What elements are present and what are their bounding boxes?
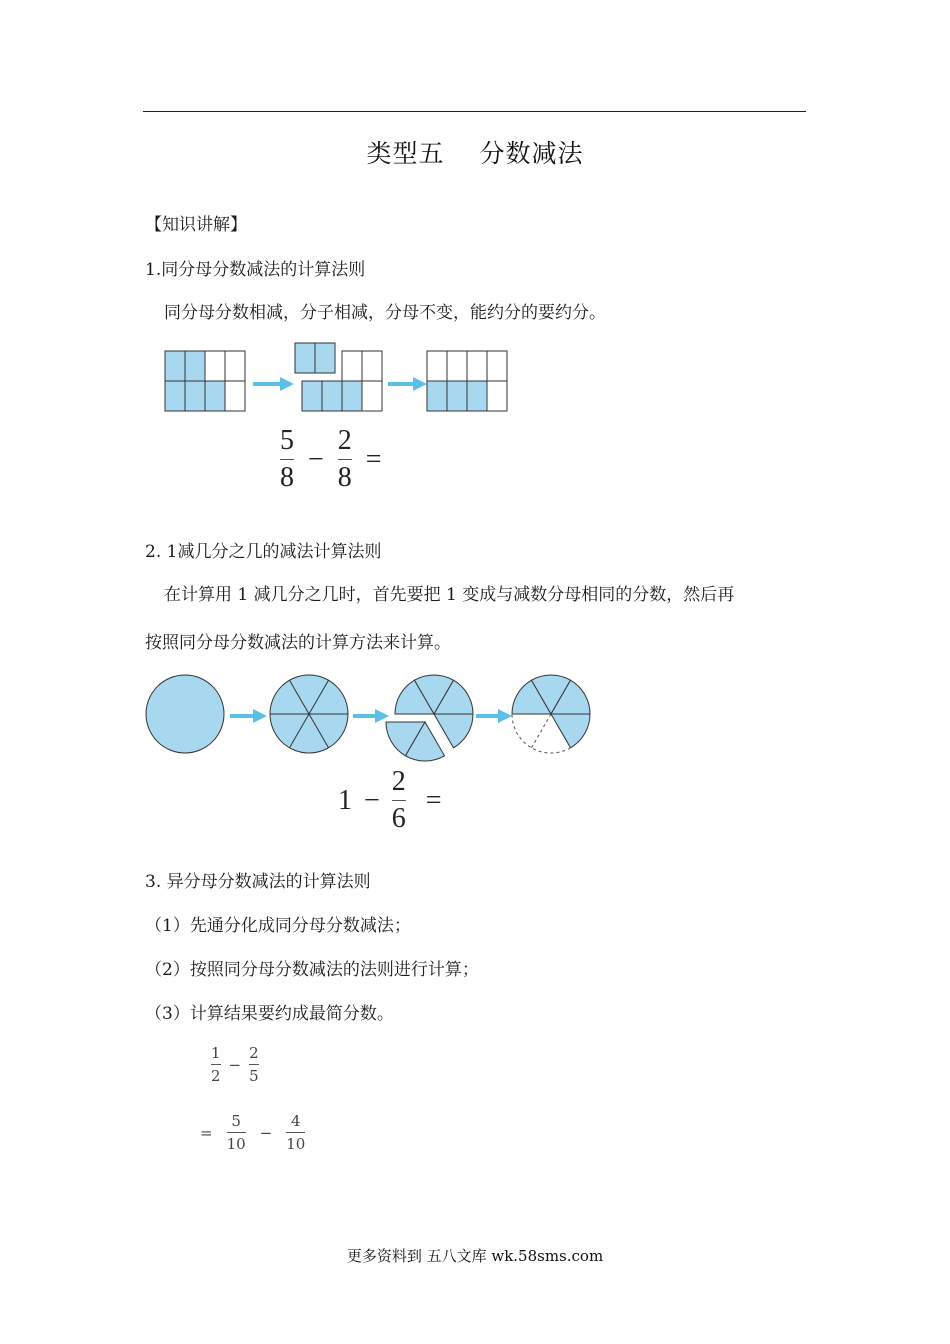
fraction-bar	[227, 1132, 246, 1133]
denominator: 2	[211, 1067, 221, 1085]
rect-removal-step	[295, 343, 382, 411]
top-rule	[143, 111, 806, 112]
example-line2	[200, 1112, 305, 1153]
fraction	[227, 1112, 246, 1153]
circle-four-sixths	[512, 675, 590, 753]
numerator: 5	[231, 1112, 241, 1130]
fraction	[286, 1112, 305, 1153]
fraction-bar	[286, 1132, 305, 1133]
section2-rule-line2: 按照同分母分数减法的计算方法来计算。	[145, 633, 451, 653]
denominator: 10	[286, 1135, 306, 1153]
numerator: 5	[280, 425, 294, 456]
whole-number: 1	[338, 784, 352, 816]
denominator: 6	[391, 803, 406, 834]
arrow-icon	[230, 709, 267, 723]
section1-heading: 1.同分母分数减法的计算法则	[145, 260, 366, 280]
fraction-bar	[211, 1064, 221, 1065]
section2-rule-line1: 在计算用 1 减几分之几时，首先要把 1 变成与减数分母相同的分数，然后再	[164, 585, 735, 605]
minus-sign: −	[364, 784, 380, 816]
circle-removal-step	[386, 675, 473, 761]
fraction-bar	[392, 800, 406, 801]
fraction-bar	[338, 459, 352, 460]
rect-three-eighths	[427, 351, 507, 411]
minus-sign: −	[308, 443, 324, 475]
arrow-icon	[476, 709, 512, 723]
section2-heading: 2. 1减几分之几的减法计算法则	[145, 542, 382, 562]
section1-rule: 同分母分数相减，分子相减，分母不变，能约分的要约分。	[164, 303, 606, 323]
equals-sign: =	[200, 1123, 213, 1142]
arrow-icon	[353, 709, 389, 723]
whole-circle	[146, 675, 224, 753]
circle-fraction-diagram	[140, 668, 600, 768]
denominator: 10	[226, 1135, 246, 1153]
denominator: 5	[249, 1067, 259, 1085]
numerator: 1	[211, 1044, 221, 1062]
numerator: 2	[249, 1044, 259, 1062]
numerator: 2	[391, 766, 406, 797]
equals-sign: =	[425, 784, 442, 816]
fraction	[249, 1044, 259, 1085]
numerator: 4	[291, 1112, 301, 1130]
example-line1	[211, 1044, 259, 1085]
denominator: 8	[280, 462, 294, 493]
fraction	[392, 766, 406, 835]
arrow-icon	[388, 377, 427, 391]
rect-five-eighths	[165, 351, 245, 411]
section3-heading: 3. 异分母分数减法的计算法则	[145, 872, 371, 892]
minus-sign: −	[228, 1055, 242, 1074]
page-title: 类型五 分数减法	[366, 139, 584, 168]
section3-step-2: （2）按照同分母分数减法的法则进行计算；	[145, 960, 479, 980]
section1-equation	[280, 425, 382, 494]
fraction	[211, 1044, 221, 1085]
fraction-bar	[280, 459, 294, 460]
equals-sign: =	[365, 443, 382, 475]
section3-step-3: （3）计算结果要约成最简分数。	[145, 1004, 394, 1024]
fraction	[280, 425, 294, 494]
rect-fraction-diagram	[160, 340, 520, 420]
circle-six-sixths	[270, 675, 348, 753]
numerator: 2	[337, 425, 352, 456]
arrow-icon	[253, 377, 294, 391]
section2-equation	[338, 766, 442, 835]
section3-step-1: （1）先通分化成同分母分数减法；	[145, 916, 411, 936]
fraction	[338, 425, 352, 494]
footer-link[interactable]: 更多资料到 五八文库 wk.58sms.com	[346, 1247, 604, 1265]
minus-sign: −	[259, 1123, 273, 1142]
knowledge-header: 【知识讲解】	[145, 215, 247, 235]
denominator: 8	[337, 462, 352, 493]
fraction-bar	[249, 1064, 259, 1065]
